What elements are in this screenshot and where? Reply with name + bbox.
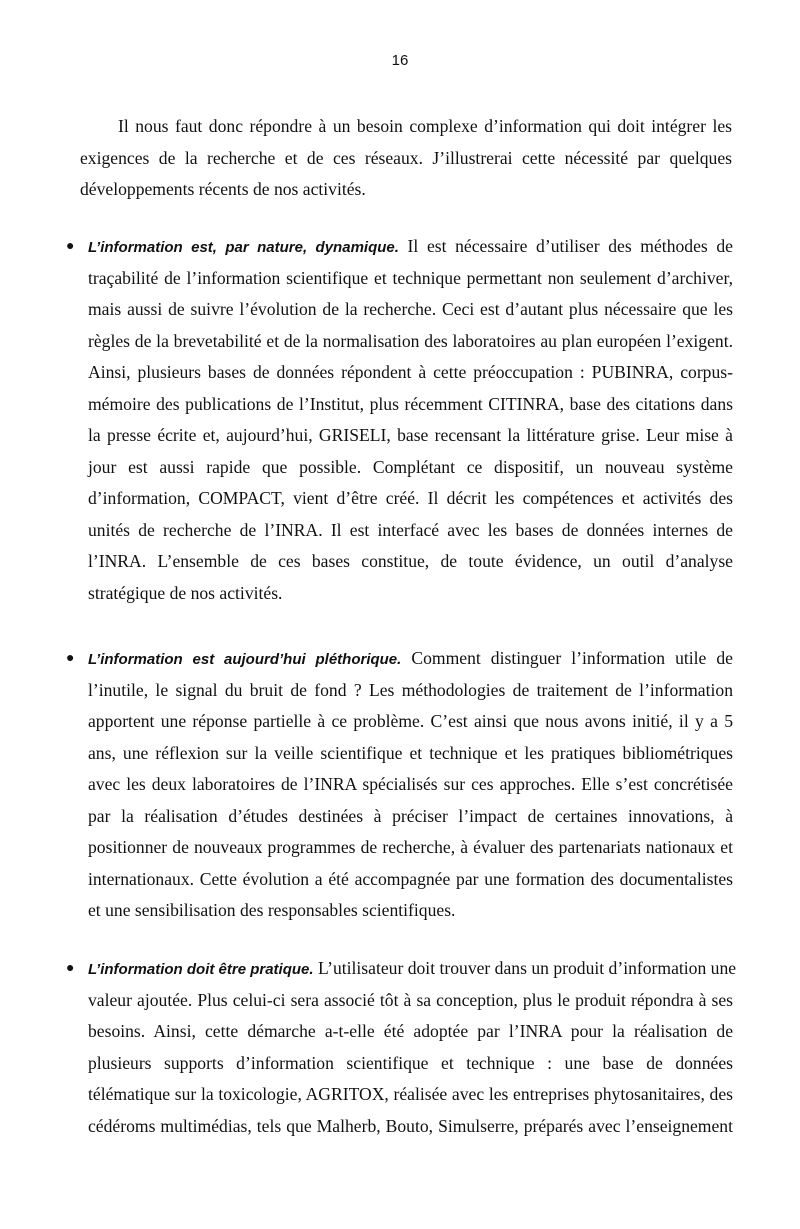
text-line: [88, 231, 733, 263]
text-line: besoins. Ainsi, cette démarche a-t-elle été adoptée par l’INRA pour la réalisation de: [88, 1021, 733, 1041]
text-line: apportent une réponse partielle à ce problème. C’est ainsi que nous avons initié, il y a 5: [88, 711, 733, 731]
bullet-heading: L’information est aujourd’hui pléthorique.: [88, 651, 402, 668]
text-run: L’utilisateur doit trouver dans un produit d’information une: [313, 958, 737, 978]
bullet-paragraph-plethorique: [66, 643, 733, 927]
text-line: mais aussi de suivre l’évolution de la recherche. Ceci est d’autant plus nécessaire que les: [88, 299, 733, 319]
text-line: [88, 643, 733, 675]
text-line: règles de la brevetabilité et de la normalisation des laboratoires au plan européen l’exigent.: [88, 330, 733, 351]
page-number: 16: [391, 52, 409, 69]
bullet-heading: L’information est, par nature, dynamique.: [88, 239, 399, 256]
bullet-heading: L’information doit être pratique.: [88, 961, 314, 978]
bullet-icon: ●: [66, 961, 75, 976]
text-run: Il est nécessaire d’utiliser des méthodes de: [398, 236, 733, 256]
text-line: la presse écrite et, aujourd’hui, GRISELI, base recensant la littérature grise. Leur mise à: [88, 425, 733, 445]
text-line: unités de recherche de l’INRA. Il est interfacé avec les bases de données internes de: [88, 519, 733, 540]
text-line: traçabilité de l’information scientifique et technique permettant non seulement d’archiver,: [88, 267, 733, 288]
text-line: Ainsi, plusieurs bases de données répondent à cette préoccupation : PUBINRA, corpus-: [88, 362, 733, 382]
text-line: valeur ajoutée. Plus celui-ci sera associé tôt à sa conception, plus le produit répondra à ses: [88, 989, 733, 1010]
text-line: stratégique de nos activités.: [88, 582, 283, 603]
text-line: positionner de nouveaux programmes de recherche, à évaluer des partenariats nationaux et: [88, 837, 733, 857]
bullet-paragraph-dynamique: [66, 231, 733, 609]
text-line: avec les deux laboratoires de l’INRA spécialisés sur ces approches. Elle s’est concrétisée: [88, 774, 733, 794]
intro-paragraph: [80, 111, 732, 206]
text-line: internationaux. Cette évolution a été accompagnée par une formation des documentalistes: [88, 868, 733, 889]
text-line: et une sensibilisation des responsables scientifiques.: [88, 900, 456, 920]
text-run: Comment distinguer l’information utile de: [401, 648, 733, 668]
text-line: ans, une réflexion sur la veille scientifique et technique et les pratiques bibliométriques: [88, 742, 733, 763]
bullet-icon: ●: [66, 651, 75, 666]
text-line: [88, 953, 737, 985]
text-line: exigences de la recherche et de ces réseaux. J’illustrerai cette nécessité par quelques: [80, 147, 732, 168]
text-line: d’information, COMPACT, vient d’être créé. Il décrit les compétences et activités des: [88, 488, 733, 508]
text-line: par la réalisation d’études destinées à préciser l’impact de certaines innovations, à: [88, 805, 733, 826]
text-line: Il nous faut donc répondre à un besoin complexe d’information qui doit intégrer les: [118, 116, 732, 136]
text-line: l’INRA. L’ensemble de ces bases constitue, de toute évidence, un outil d’analyse: [88, 551, 733, 571]
text-line: l’inutile, le signal du bruit de fond ? Les méthodologies de traitement de l’information: [88, 679, 733, 700]
bullet-icon: ●: [66, 239, 75, 254]
text-line: développements récents de nos activités.: [80, 179, 366, 199]
text-line: mémoire des publications de l’Institut, plus récemment CITINRA, base des citations dans: [88, 393, 733, 414]
text-line: plusieurs supports d’information scientifique et technique : une base de données: [88, 1052, 733, 1073]
bullet-paragraph-pratique: [66, 953, 737, 1142]
text-line: cédéroms multimédias, tels que Malherb, Bouto, Simulserre, préparés avec l’enseignement: [88, 1115, 733, 1136]
text-line: télématique sur la toxicologie, AGRITOX, réalisée avec les entreprises phytosanitaires, des: [88, 1084, 733, 1104]
text-line: jour est aussi rapide que possible. Complétant ce dispositif, un nouveau système: [88, 456, 733, 477]
